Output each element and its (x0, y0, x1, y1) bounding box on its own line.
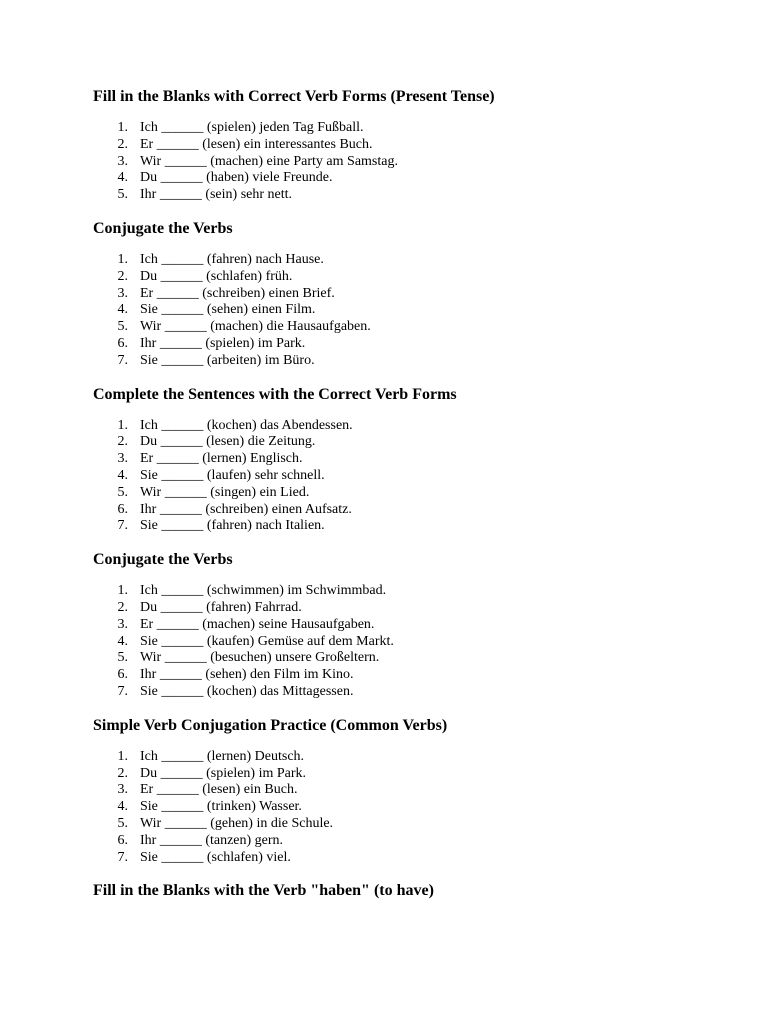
exercise-item (93, 137, 733, 154)
exercise-item (93, 617, 733, 634)
item-text: Sie ______ (kochen) das Mittagessen. (140, 683, 354, 699)
item-text: Wir ______ (machen) die Hausaufgaben. (140, 319, 371, 335)
item-number: 4. (117, 170, 128, 186)
item-number: 5. (117, 650, 128, 666)
item-number: 1. (117, 120, 128, 135)
item-number: 2. (117, 268, 128, 284)
item-number: 5. (117, 815, 128, 831)
exercise-item (93, 850, 733, 867)
item-number: 1. (117, 748, 128, 764)
section-title: Conjugate the Verbs (93, 219, 233, 237)
item-text: Er ______ (lesen) ein interessantes Buch. (140, 136, 373, 152)
item-text: Du ______ (haben) viele Freunde. (140, 170, 333, 186)
item-text: Ihr ______ (sein) sehr nett. (140, 187, 293, 203)
exercise-item (93, 434, 733, 451)
item-number: 6. (117, 667, 128, 683)
item-text: Sie ______ (sehen) einen Film. (140, 302, 316, 318)
item-number: 7. (117, 849, 128, 865)
item-text: Ihr ______ (spielen) im Park. (140, 335, 306, 351)
item-number: 3. (117, 153, 128, 169)
item-text: Ihr ______ (sehen) den Film im Kino. (140, 667, 354, 683)
item-number: 1. (117, 251, 128, 267)
item-number: 7. (117, 683, 128, 699)
item-text: Wir ______ (besuchen) unsere Großeltern. (140, 650, 380, 666)
item-number: 6. (117, 501, 128, 517)
section-title: Conjugate the Verbs (93, 551, 233, 569)
section-title: Fill in the Blanks with the Verb "haben" (to have) (93, 882, 434, 900)
exercise-item (93, 187, 733, 204)
item-text: Sie ______ (arbeiten) im Büro. (140, 352, 315, 368)
item-number: 7. (117, 352, 128, 368)
item-text: Er ______ (lesen) ein Buch. (140, 782, 298, 798)
item-text: Sie ______ (trinken) Wasser. (140, 799, 302, 815)
item-text: Du ______ (schlafen) früh. (140, 268, 293, 284)
exercise-item (93, 418, 733, 435)
exercise-item (93, 269, 733, 286)
item-text: Du ______ (spielen) im Park. (140, 765, 307, 781)
exercise-item (93, 120, 733, 137)
item-number: 5. (117, 187, 128, 203)
exercise-item (93, 252, 733, 269)
exercise-list (93, 583, 733, 701)
exercise-item (93, 766, 733, 783)
item-text: Ich ______ (kochen) das Abendessen. (140, 417, 353, 433)
item-number: 2. (117, 434, 128, 450)
item-number: 1. (117, 417, 128, 433)
section-title: Simple Verb Conjugation Practice (Common Verbs) (93, 716, 448, 734)
exercise-item (93, 650, 733, 667)
exercise-item (93, 485, 733, 502)
item-number: 4. (117, 302, 128, 318)
item-number: 5. (117, 319, 128, 335)
exercise-item (93, 286, 733, 303)
exercise-item (93, 170, 733, 187)
exercise-list (93, 418, 733, 536)
item-number: 3. (117, 285, 128, 301)
exercise-item (93, 749, 733, 766)
item-text: Sie ______ (schlafen) viel. (140, 849, 291, 865)
exercise-item (93, 154, 733, 171)
exercise-list (93, 252, 733, 370)
item-number: 3. (117, 782, 128, 798)
item-text: Er ______ (machen) seine Hausaufgaben. (140, 616, 375, 632)
item-text: Wir ______ (singen) ein Lied. (140, 484, 310, 500)
item-number: 2. (117, 136, 128, 152)
item-text: Ich ______ (schwimmen) im Schwimmbad. (140, 583, 387, 599)
section-title: Complete the Sentences with the Correct Verb Forms (93, 385, 457, 403)
item-number: 1. (117, 583, 128, 599)
item-number: 6. (117, 832, 128, 848)
item-number: 6. (117, 335, 128, 351)
item-text: Sie ______ (laufen) sehr schnell. (140, 467, 325, 483)
exercise-item (93, 336, 733, 353)
exercise-item (93, 816, 733, 833)
exercise-item (93, 634, 733, 651)
exercise-item (93, 518, 733, 535)
worksheet-page (93, 87, 733, 901)
exercise-list (93, 120, 733, 204)
item-text: Er ______ (schreiben) einen Brief. (140, 285, 335, 301)
item-number: 4. (117, 467, 128, 483)
item-text: Ihr ______ (schreiben) einen Aufsatz. (140, 501, 352, 517)
item-text: Er ______ (lernen) Englisch. (140, 451, 303, 467)
exercise-item (93, 799, 733, 816)
item-text: Wir ______ (gehen) in die Schule. (140, 815, 334, 831)
item-text: Ich ______ (lernen) Deutsch. (140, 748, 305, 764)
exercise-item (93, 833, 733, 850)
item-text: Sie ______ (fahren) nach Italien. (140, 518, 325, 534)
exercise-item (93, 600, 733, 617)
item-number: 4. (117, 799, 128, 815)
exercise-item (93, 684, 733, 701)
item-number: 4. (117, 633, 128, 649)
item-text: Du ______ (fahren) Fahrrad. (140, 599, 302, 615)
exercise-item (93, 451, 733, 468)
item-number: 3. (117, 451, 128, 467)
item-number: 3. (117, 616, 128, 632)
item-text: Wir ______ (machen) eine Party am Samstag. (140, 153, 398, 169)
exercise-item (93, 319, 733, 336)
exercise-item (93, 502, 733, 519)
item-text: Ich ______ (fahren) nach Hause. (140, 251, 324, 267)
item-text: Sie ______ (kaufen) Gemüse auf dem Markt. (140, 633, 394, 649)
exercise-item (93, 667, 733, 684)
exercise-item (93, 353, 733, 370)
item-number: 2. (117, 765, 128, 781)
item-text: Ihr ______ (tanzen) gern. (140, 832, 284, 848)
exercise-item (93, 468, 733, 485)
item-text: Ich ______ (spielen) jeden Tag Fußball. (140, 120, 364, 135)
exercise-list (93, 749, 733, 867)
item-number: 5. (117, 484, 128, 500)
item-text: Du ______ (lesen) die Zeitung. (140, 434, 316, 450)
exercise-item (93, 782, 733, 799)
section-title: Fill in the Blanks with Correct Verb Forms (Present Tense) (93, 88, 495, 105)
item-number: 2. (117, 599, 128, 615)
item-number: 7. (117, 518, 128, 534)
exercise-item (93, 583, 733, 600)
exercise-item (93, 302, 733, 319)
